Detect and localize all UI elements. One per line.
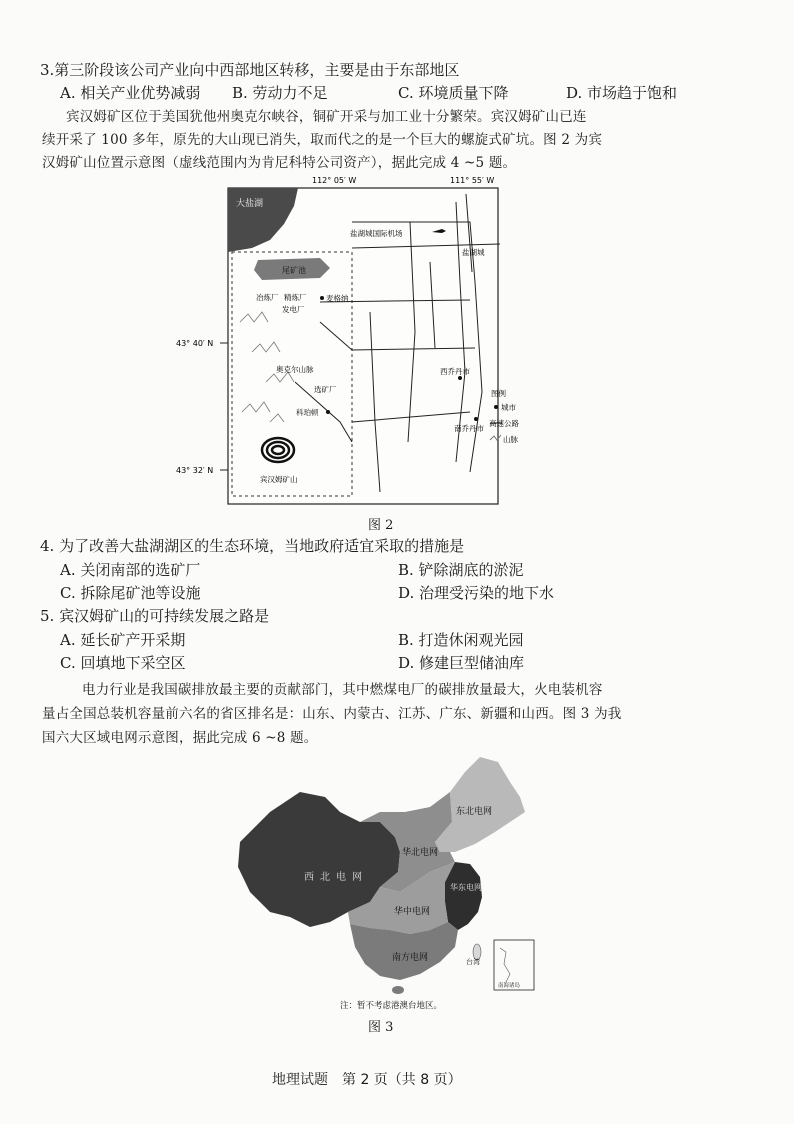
q5-option-b: B. 打造休闲观光园 xyxy=(398,631,524,649)
figure3-map xyxy=(230,752,540,1012)
passage1-line-3: 汉姆矿山位置示意图（虚线范围内为肯尼科特公司资产），据此完成 4 ~5 题。 xyxy=(42,155,517,171)
east-label: 华东电网 xyxy=(450,883,482,892)
south-sea-label: 南海诸岛 xyxy=(498,983,521,989)
lon-left-label: 112° 05′ W xyxy=(312,176,357,185)
south-jordan-dot xyxy=(474,417,478,421)
q5-stem: 5. 宾汉姆矿山的可持续发展之路是 xyxy=(40,607,270,625)
q3-option-b: B. 劳动力不足 xyxy=(232,84,328,102)
passage2-line-2: 量占全国总装机容量前六名的省区排名是：山东、内蒙古、江苏、广东、新疆和山西。图 3 为我 xyxy=(42,706,622,722)
passage1-line-2: 续开采了 100 多年，原先的大山现已消失，取而代之的是一个巨大的螺旋式矿坑。图 2 为宾 xyxy=(42,132,603,148)
region-east xyxy=(445,862,482,930)
taiwan-label: 台湾 xyxy=(466,958,480,966)
legend-title: 图例 xyxy=(491,389,506,398)
copperton-label: 科珀顿 xyxy=(296,408,319,417)
salt-lake-city-label: 盐湖城 xyxy=(462,248,485,257)
northeast-label: 东北电网 xyxy=(456,807,493,817)
oquirrh-label: 奥克尔山脉 xyxy=(276,365,314,374)
refinery-label: 精炼厂 xyxy=(284,293,307,302)
q3-option-a: A. 相关产业优势减弱 xyxy=(60,84,201,102)
q5-option-a: A. 延长矿产开采期 xyxy=(60,631,186,649)
q4-option-b: B. 铲除湖底的淤泥 xyxy=(398,561,524,579)
mine-label: 宾汉姆矿山 xyxy=(260,475,298,484)
page-footer: 地理试题 第 2 页（共 8 页） xyxy=(272,1072,462,1088)
hainan-island xyxy=(392,986,404,994)
great-salt-lake-label: 大盐湖 xyxy=(236,199,264,209)
south-label: 南方电网 xyxy=(392,953,429,963)
legend-city: 城市 xyxy=(501,403,516,412)
legend-mountain: 山脉 xyxy=(503,435,518,444)
magna-dot xyxy=(320,296,324,300)
north-label: 华北电网 xyxy=(402,848,439,858)
figure3-note: 注：暂不考虑港澳台地区。 xyxy=(340,1001,443,1011)
q3-option-c: C. 环境质量下降 xyxy=(398,84,509,102)
figure3-caption: 图 3 xyxy=(368,1020,394,1035)
q3-stem: 3.第三阶段该公司产业向中西部地区转移，主要是由于东部地区 xyxy=(40,61,460,79)
concentrator-label: 选矿厂 xyxy=(314,385,337,394)
passage2-line-3: 国六大区域电网示意图，据此完成 6 ~8 题。 xyxy=(42,730,318,746)
q4-option-d: D. 治理受污染的地下水 xyxy=(398,584,555,602)
lon-right-label: 111° 55′ W xyxy=(450,176,495,185)
northwest-label: 西北电网 xyxy=(304,872,368,883)
figure2-caption: 图 2 xyxy=(368,518,394,533)
q4-stem: 4. 为了改善大盐湖湖区的生态环境，当地政府适宜采取的措施是 xyxy=(40,537,465,555)
q4-option-c: C. 拆除尾矿池等设施 xyxy=(60,584,201,602)
q4-option-a: A. 关闭南部的选矿厂 xyxy=(60,561,201,579)
tailings-pond-label: 尾矿池 xyxy=(282,266,306,275)
magna-label: 麦格纳 xyxy=(326,294,349,303)
west-jordan-label: 西乔丹市 xyxy=(440,367,470,376)
passage2-line-1: 电力行业是我国碳排放最主要的贡献部门，其中燃煤电厂的碳排放量最大，火电装机容 xyxy=(82,682,603,698)
west-jordan-dot xyxy=(458,376,462,380)
figure2-map xyxy=(170,172,520,512)
q5-option-c: C. 回填地下采空区 xyxy=(60,654,186,672)
smelter-label: 冶炼厂 xyxy=(256,293,279,302)
q3-option-d: D. 市场趋于饱和 xyxy=(566,84,678,102)
q5-option-d: D. 修建巨型储油库 xyxy=(398,654,525,672)
passage1-line-1: 宾汉姆矿区位于美国犹他州奥克尔峡谷，铜矿开采与加工业十分繁荣。宾汉姆矿山已连 xyxy=(66,109,587,125)
lat-bottom-label: 43° 32′ N xyxy=(176,466,214,475)
copperton-dot xyxy=(326,410,330,414)
legend-highway: 高速公路 xyxy=(489,419,519,428)
lat-top-label: 43° 40′ N xyxy=(176,339,214,348)
south-jordan-label: 南乔丹市 xyxy=(454,424,484,433)
power-plant-label: 发电厂 xyxy=(282,305,305,314)
airport-label: 盐湖城国际机场 xyxy=(350,229,403,238)
central-label: 华中电网 xyxy=(394,907,431,917)
